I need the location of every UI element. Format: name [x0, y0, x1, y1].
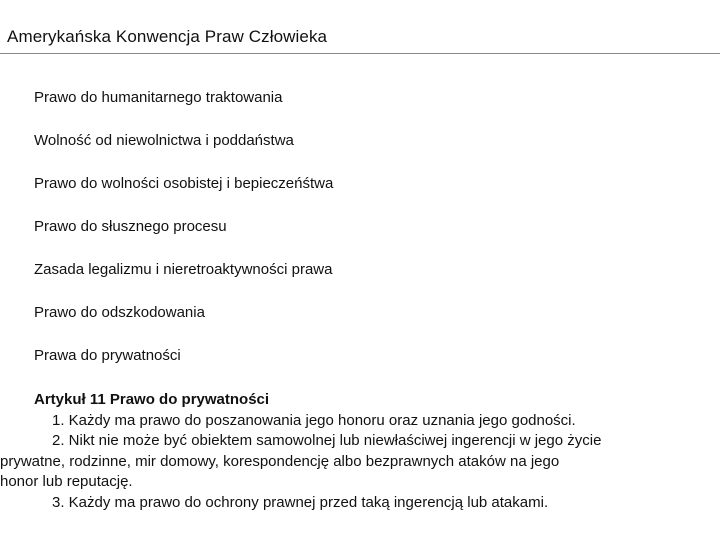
list-item-humane-treatment: Prawo do humanitarnego traktowania: [34, 89, 283, 106]
rights-list: [34, 88, 333, 389]
article-heading: Artykuł 11 Prawo do prywatności: [34, 391, 270, 408]
list-item-personal-liberty: Prawo do wolności osobistej i bepieczeńśtwa: [34, 175, 334, 192]
title-divider: [0, 53, 720, 54]
list-item-legality: Zasada legalizmu i nieretroaktywności prawa: [34, 261, 333, 278]
slide-title: Amerykańska Konwencja Praw Człowieka: [7, 27, 328, 46]
list-item-freedom-from-slavery: Wolność od niewolnictwa i poddaństwa: [34, 132, 294, 149]
article-clause-2-line-2: prywatne, rodzinne, mir domowy, korespondencję albo bezprawnych ataków na jego: [0, 452, 560, 470]
list-item-compensation: Prawo do odszkodowania: [34, 304, 205, 321]
list-item-fair-trial: Prawo do słusznego procesu: [34, 218, 227, 235]
article-clause-1: 1. Każdy ma prawo do poszanowania jego honoru oraz uznania jego godności.: [52, 411, 576, 429]
article-11-block: [0, 390, 674, 513]
article-clause-2-line-3: honor lub reputację.: [0, 473, 133, 490]
article-clause-2-line-1: 2. Nikt nie może być obiektem samowolnej lub niewłaściwej ingerencji w jego życie: [52, 432, 602, 449]
article-clause-2: [0, 431, 674, 493]
list-item-privacy: Prawa do prywatności: [34, 347, 181, 364]
article-clause-3: 3. Każdy ma prawo do ochrony prawnej przed taką ingerencją lub atakami.: [52, 493, 549, 511]
